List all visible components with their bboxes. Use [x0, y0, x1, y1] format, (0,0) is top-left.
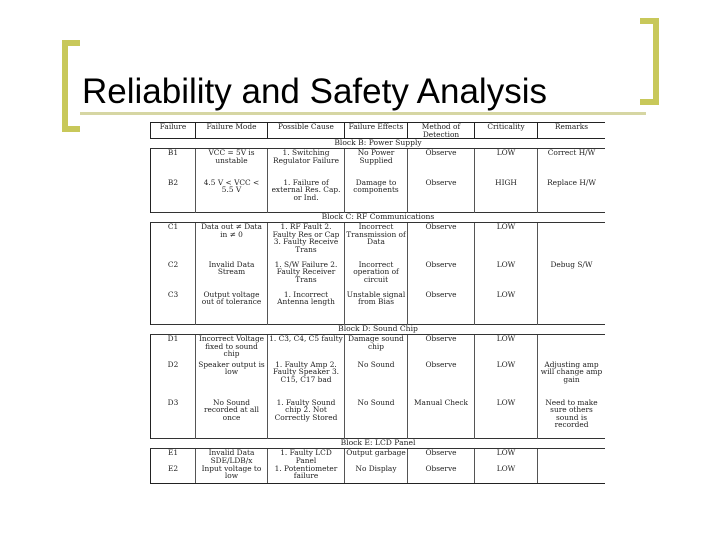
table-cell: Output voltage out of tolerance	[196, 291, 268, 325]
table-row	[151, 335, 606, 361]
table-cell: D1	[151, 335, 196, 361]
section-row	[151, 139, 606, 149]
right-bracket-top	[640, 18, 659, 24]
table-cell: LOW	[475, 261, 538, 291]
table-cell: E1	[151, 449, 196, 465]
left-bracket-bottom	[62, 126, 80, 132]
table-row	[151, 261, 606, 291]
table-cell: Observe	[408, 361, 475, 399]
table-cell: LOW	[475, 291, 538, 325]
table-cell: Observe	[408, 179, 475, 213]
table-cell: Observe	[408, 149, 475, 179]
table-cell: Incorrect operation of circuit	[345, 261, 408, 291]
table-cell	[538, 335, 606, 361]
table-cell: D3	[151, 399, 196, 439]
table-cell: No Sound	[345, 399, 408, 439]
table-cell: 1. C3, C4, C5 faulty	[268, 335, 345, 361]
table-cell: Data out ≠ Data in ≠ 0	[196, 223, 268, 261]
table-cell: C2	[151, 261, 196, 291]
table-cell: HIGH	[475, 179, 538, 213]
table-cell: 1. Faulty Sound chip 2. Not Correctly Stored	[268, 399, 345, 439]
table-cell: Incorrect Transmission of Data	[345, 223, 408, 261]
col-header-possible-cause: Possible Cause	[268, 123, 345, 139]
table-cell: 1. S/W Failure 2. Faulty Receiver Trans	[268, 261, 345, 291]
table-cell: Output garbage	[345, 449, 408, 465]
section-label: Block D: Sound Chip	[151, 325, 606, 335]
table-cell: Need to make sure others sound is recorded	[538, 399, 606, 439]
table-cell: 4.5 V < VCC < 5.5 V	[196, 179, 268, 213]
table-cell: LOW	[475, 399, 538, 439]
table-row	[151, 449, 606, 465]
table-cell	[538, 465, 606, 484]
table-cell: E2	[151, 465, 196, 484]
right-bracket-bottom	[640, 99, 659, 105]
table-cell: Manual Check	[408, 399, 475, 439]
table-cell: 1. Faulty LCD Panel	[268, 449, 345, 465]
right-bracket-bar	[653, 18, 659, 105]
table-cell: LOW	[475, 149, 538, 179]
table-cell: LOW	[475, 223, 538, 261]
table-cell: 1. RF Fault 2. Faulty Res or Cap 3. Faulty Receive Trans	[268, 223, 345, 261]
table-cell: Debug S/W	[538, 261, 606, 291]
fmea-table-container	[150, 122, 605, 493]
section-row	[151, 213, 606, 223]
table-cell: Speaker output is low	[196, 361, 268, 399]
col-header-failure: Failure	[151, 123, 196, 139]
table-cell: 1. Potentiometer failure	[268, 465, 345, 484]
section-row	[151, 325, 606, 335]
col-header-failure-effects: Failure Effects	[345, 123, 408, 139]
left-bracket-top	[62, 40, 80, 46]
table-cell: Observe	[408, 449, 475, 465]
table-cell: Input voltage to low	[196, 465, 268, 484]
table-row	[151, 291, 606, 325]
table-cell: No Display	[345, 465, 408, 484]
section-label: Block B: Power Supply	[151, 139, 606, 149]
table-cell: C3	[151, 291, 196, 325]
table-row	[151, 149, 606, 179]
table-cell: Replace H/W	[538, 179, 606, 213]
table-cell: LOW	[475, 465, 538, 484]
table-row	[151, 361, 606, 399]
table-cell: Adjusting amp will change amp gain	[538, 361, 606, 399]
table-cell	[538, 449, 606, 465]
col-header-remarks: Remarks	[538, 123, 606, 139]
fmea-table	[150, 122, 605, 484]
table-cell: Observe	[408, 465, 475, 484]
table-cell: Damage to components	[345, 179, 408, 213]
table-cell: 1. Incorrect Antenna length	[268, 291, 345, 325]
table-cell: D2	[151, 361, 196, 399]
table-cell: Invalid Data SDE/LDB/x	[196, 449, 268, 465]
section-label: Block C: RF Communications	[151, 213, 606, 223]
col-header-criticality: Criticality	[475, 123, 538, 139]
table-cell: Incorrect Voltage fixed to sound chip	[196, 335, 268, 361]
table-cell: B1	[151, 149, 196, 179]
table-cell: 1. Faulty Amp 2. Faulty Speaker 3. C15, C17 bad	[268, 361, 345, 399]
table-cell: 1. Failure of external Res. Cap. or Ind.	[268, 179, 345, 213]
table-cell: No Power Supplied	[345, 149, 408, 179]
table-row	[151, 179, 606, 213]
table-cell: Correct H/W	[538, 149, 606, 179]
table-cell: B2	[151, 179, 196, 213]
col-header-detection: Method of Detection	[408, 123, 475, 139]
section-row	[151, 439, 606, 449]
table-cell: Damage sound chip	[345, 335, 408, 361]
table-cell: LOW	[475, 361, 538, 399]
table-cell	[538, 291, 606, 325]
table-cell	[538, 223, 606, 261]
table-body	[151, 139, 606, 484]
table-cell: Observe	[408, 291, 475, 325]
table-cell: Invalid Data Stream	[196, 261, 268, 291]
table-cell: Observe	[408, 261, 475, 291]
slide-title: Reliability and Safety Analysis	[82, 72, 547, 111]
table-cell: Observe	[408, 335, 475, 361]
left-bracket-bar	[62, 40, 68, 132]
table-cell: LOW	[475, 335, 538, 361]
col-header-failure-mode: Failure Mode	[196, 123, 268, 139]
table-cell: VCC = 5V is unstable	[196, 149, 268, 179]
table-cell: 1. Switching Regulator Failure	[268, 149, 345, 179]
section-label: Block E: LCD Panel	[151, 439, 606, 449]
table-row	[151, 465, 606, 484]
table-cell: Observe	[408, 223, 475, 261]
table-cell: No Sound	[345, 361, 408, 399]
table-cell: No Sound recorded at all once	[196, 399, 268, 439]
table-cell: Unstable signal from Bias	[345, 291, 408, 325]
table-row	[151, 399, 606, 439]
table-row	[151, 223, 606, 261]
table-header-row	[151, 123, 606, 139]
table-cell: LOW	[475, 449, 538, 465]
table-cell: C1	[151, 223, 196, 261]
